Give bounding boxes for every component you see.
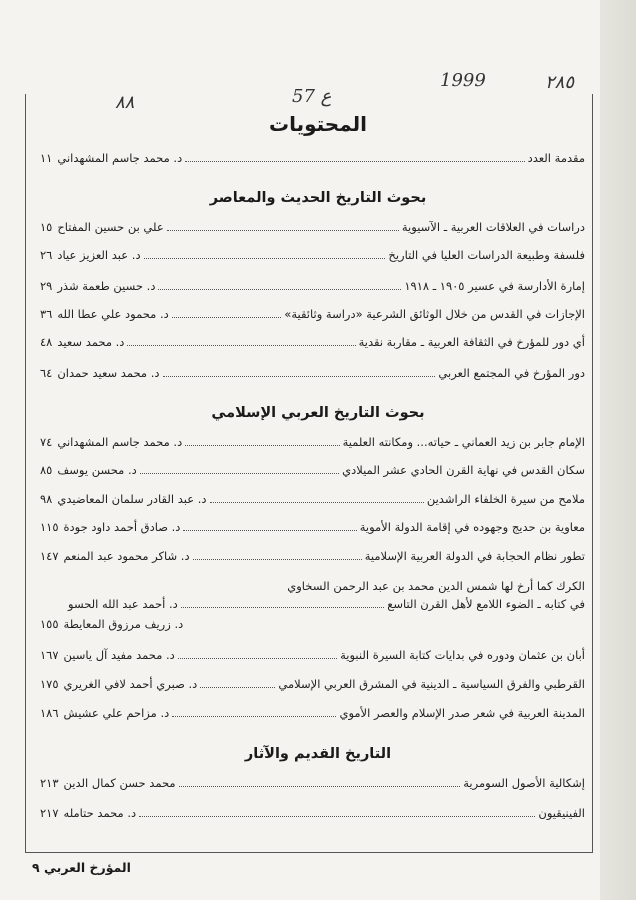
- entry-page: ٦٤: [40, 366, 53, 380]
- leader-dots: [144, 257, 386, 259]
- toc-entry[interactable]: [40, 617, 585, 631]
- toc-entry[interactable]: [40, 279, 585, 293]
- leader-dots: [200, 686, 275, 688]
- entry-title: سكان القدس في نهاية القرن الحادي عشر الميلادي: [342, 463, 585, 477]
- leader-dots: [183, 529, 356, 531]
- leader-dots: [172, 715, 336, 717]
- entry-page: ١٦٧: [40, 648, 59, 662]
- entry-title: معاوية بن حديج وجهوده في إقامة الدولة الأموية: [359, 520, 585, 534]
- toc-entry[interactable]: [40, 597, 585, 611]
- entry-author: د. أحمد عبد الله الحسو: [68, 597, 178, 611]
- toc-entry[interactable]: [40, 335, 585, 349]
- toc-entry[interactable]: [40, 776, 585, 790]
- toc-entry[interactable]: [40, 677, 585, 691]
- entry-author: د. شاكر محمود عبد المنعم: [63, 549, 190, 563]
- leader-dots: [181, 606, 384, 608]
- entry-author: د. محمد جاسم المشهداني: [57, 435, 183, 449]
- entry-page: ٣٦: [40, 307, 53, 321]
- toc-entry[interactable]: [40, 220, 585, 234]
- toc-entry[interactable]: [40, 151, 585, 165]
- entry-title: في كتابه ـ الضوء اللامع لأهل القرن التاسع: [387, 597, 585, 611]
- leader-dots: [163, 375, 436, 377]
- toc-entry[interactable]: [40, 520, 585, 534]
- entry-title: دراسات في العلاقات العربية ـ الآسيوية: [401, 220, 585, 234]
- toc-entry[interactable]: [40, 307, 585, 321]
- leader-dots: [158, 288, 401, 290]
- entry-author: د. محمد جاسم المشهداني: [57, 151, 183, 165]
- handwritten-note-2: ع 57: [292, 86, 332, 107]
- toc-entry[interactable]: [40, 706, 585, 720]
- entry-page: ٤٨: [40, 335, 53, 349]
- leader-dots: [210, 501, 424, 503]
- entry-title: ملامح من سيرة الخلفاء الراشدين: [426, 492, 585, 506]
- handwritten-note-3: 1999: [440, 70, 486, 91]
- handwritten-note-4: ٢٨٥: [545, 72, 575, 93]
- entry-author: د. حسين طعمة شذر: [57, 279, 156, 293]
- leader-dots: [178, 657, 337, 659]
- entry-author: د. عبد القادر سلمان المعاضيدي: [57, 492, 207, 506]
- entry-page: ٨٥: [40, 463, 53, 477]
- section-heading-modern: بحوث التاريخ الحديث والمعاصر: [209, 190, 427, 206]
- entry-page: ١٧٥: [40, 677, 59, 691]
- leader-dots: [185, 444, 339, 446]
- entry-author: د. محمد مفيد آل ياسين: [63, 648, 175, 662]
- entry-page: ٢١٣: [40, 776, 59, 790]
- entry-page: ١٤٧: [40, 549, 59, 563]
- entry-page: ٧٤: [40, 435, 53, 449]
- entry-author: د. محمد حتامله: [63, 806, 137, 820]
- entry-author: محمد حسن كمال الدين: [63, 776, 176, 790]
- entry-page: ١٥٥: [40, 617, 59, 631]
- handwritten-note-1: ٨٨: [115, 92, 135, 113]
- entry-page: ٩٨: [40, 492, 53, 506]
- toc-entry[interactable]: [40, 648, 585, 662]
- entry-title: مقدمة العدد: [527, 151, 585, 165]
- toc-entry[interactable]: [40, 366, 585, 380]
- leader-dots: [127, 344, 355, 346]
- entry-author: د. زريف مرزوق المعايطة: [63, 617, 184, 631]
- leader-dots: [185, 160, 524, 162]
- entry-author: د. محمد سعيد: [57, 335, 125, 349]
- entry-title: أي دور للمؤرخ في الثقافة العربية ـ مقاربة نقدية: [358, 335, 585, 349]
- entry-title: القرطبي والفرق السياسية ـ الدينية في المشرق العربي الإسلامي: [278, 677, 585, 691]
- section-heading-ancient: التاريخ القديم والآثار: [244, 746, 392, 762]
- entry-title: إشكالية الأصول السومرية: [463, 776, 585, 790]
- entry-title: إمارة الأدارسة في عسير ١٩٠٥ ـ ١٩١٨: [404, 279, 585, 293]
- entry-title: فلسفة وطبيعة الدراسات العليا في التاريخ: [388, 248, 585, 262]
- entry-page: ١١٥: [40, 520, 59, 534]
- entry-title: الإمام جابر بن زيد العماني ـ حياته... ومكانته العلمية: [342, 435, 585, 449]
- entry-title: الفينيقيون: [538, 806, 585, 820]
- toc-entry[interactable]: [40, 435, 585, 449]
- entry-author: د. محسن يوسف: [57, 463, 137, 477]
- entry-title: الإجازات في القدس من خلال الوثائق الشرعية «دراسة وثائقية»: [284, 307, 585, 321]
- entry-page: ١١: [40, 151, 53, 165]
- entry-page: ١٥: [40, 220, 53, 234]
- entry-author: د. محمد سعيد حمدان: [57, 366, 160, 380]
- toc-entry-multiline-title[interactable]: الكرك كما أرخ لها شمس الدين محمد بن عبد الرحمن السخاوي: [287, 579, 585, 593]
- entry-author: د. محمود علي عطا الله: [57, 307, 169, 321]
- leader-dots: [193, 558, 362, 560]
- entry-author: د. عبد العزيز عياد: [57, 248, 141, 262]
- toc-entry[interactable]: [40, 492, 585, 506]
- entry-title: تطور نظام الحجابة في الدولة العربية الإسلامية: [364, 549, 585, 563]
- entry-title: دور المؤرخ في المجتمع العربي: [438, 366, 585, 380]
- section-heading-islamic: بحوث التاريخ العربي الإسلامي: [211, 405, 425, 421]
- leader-dots: [167, 229, 399, 231]
- entry-author: د. صادق أحمد داود جودة: [63, 520, 181, 534]
- page-title: المحتويات: [268, 112, 367, 136]
- toc-entry[interactable]: [40, 463, 585, 477]
- entry-page: ٢٦: [40, 248, 53, 262]
- entry-page: ٢٩: [40, 279, 53, 293]
- leader-dots: [139, 815, 535, 817]
- leader-dots: [172, 316, 282, 318]
- toc-entry[interactable]: [40, 549, 585, 563]
- toc-entry[interactable]: [40, 806, 585, 820]
- page-footer: المؤرخ العربي ٩: [32, 860, 131, 875]
- entry-author: د. مزاحم علي عشيش: [63, 706, 170, 720]
- entry-page: ٢١٧: [40, 806, 59, 820]
- leader-dots: [179, 785, 461, 787]
- entry-title: المدينة العربية في شعر صدر الإسلام والعصر الأموي: [339, 706, 585, 720]
- entry-title: أبان بن عثمان ودوره في بدايات كتابة السيرة النبوية: [340, 648, 585, 662]
- entry-page: ١٨٦: [40, 706, 59, 720]
- leader-dots: [140, 472, 339, 474]
- toc-entry[interactable]: [40, 248, 585, 262]
- entry-author: د. صبري أحمد لافي الغريري: [63, 677, 198, 691]
- entry-author: علي بن حسين المفتاح: [57, 220, 164, 234]
